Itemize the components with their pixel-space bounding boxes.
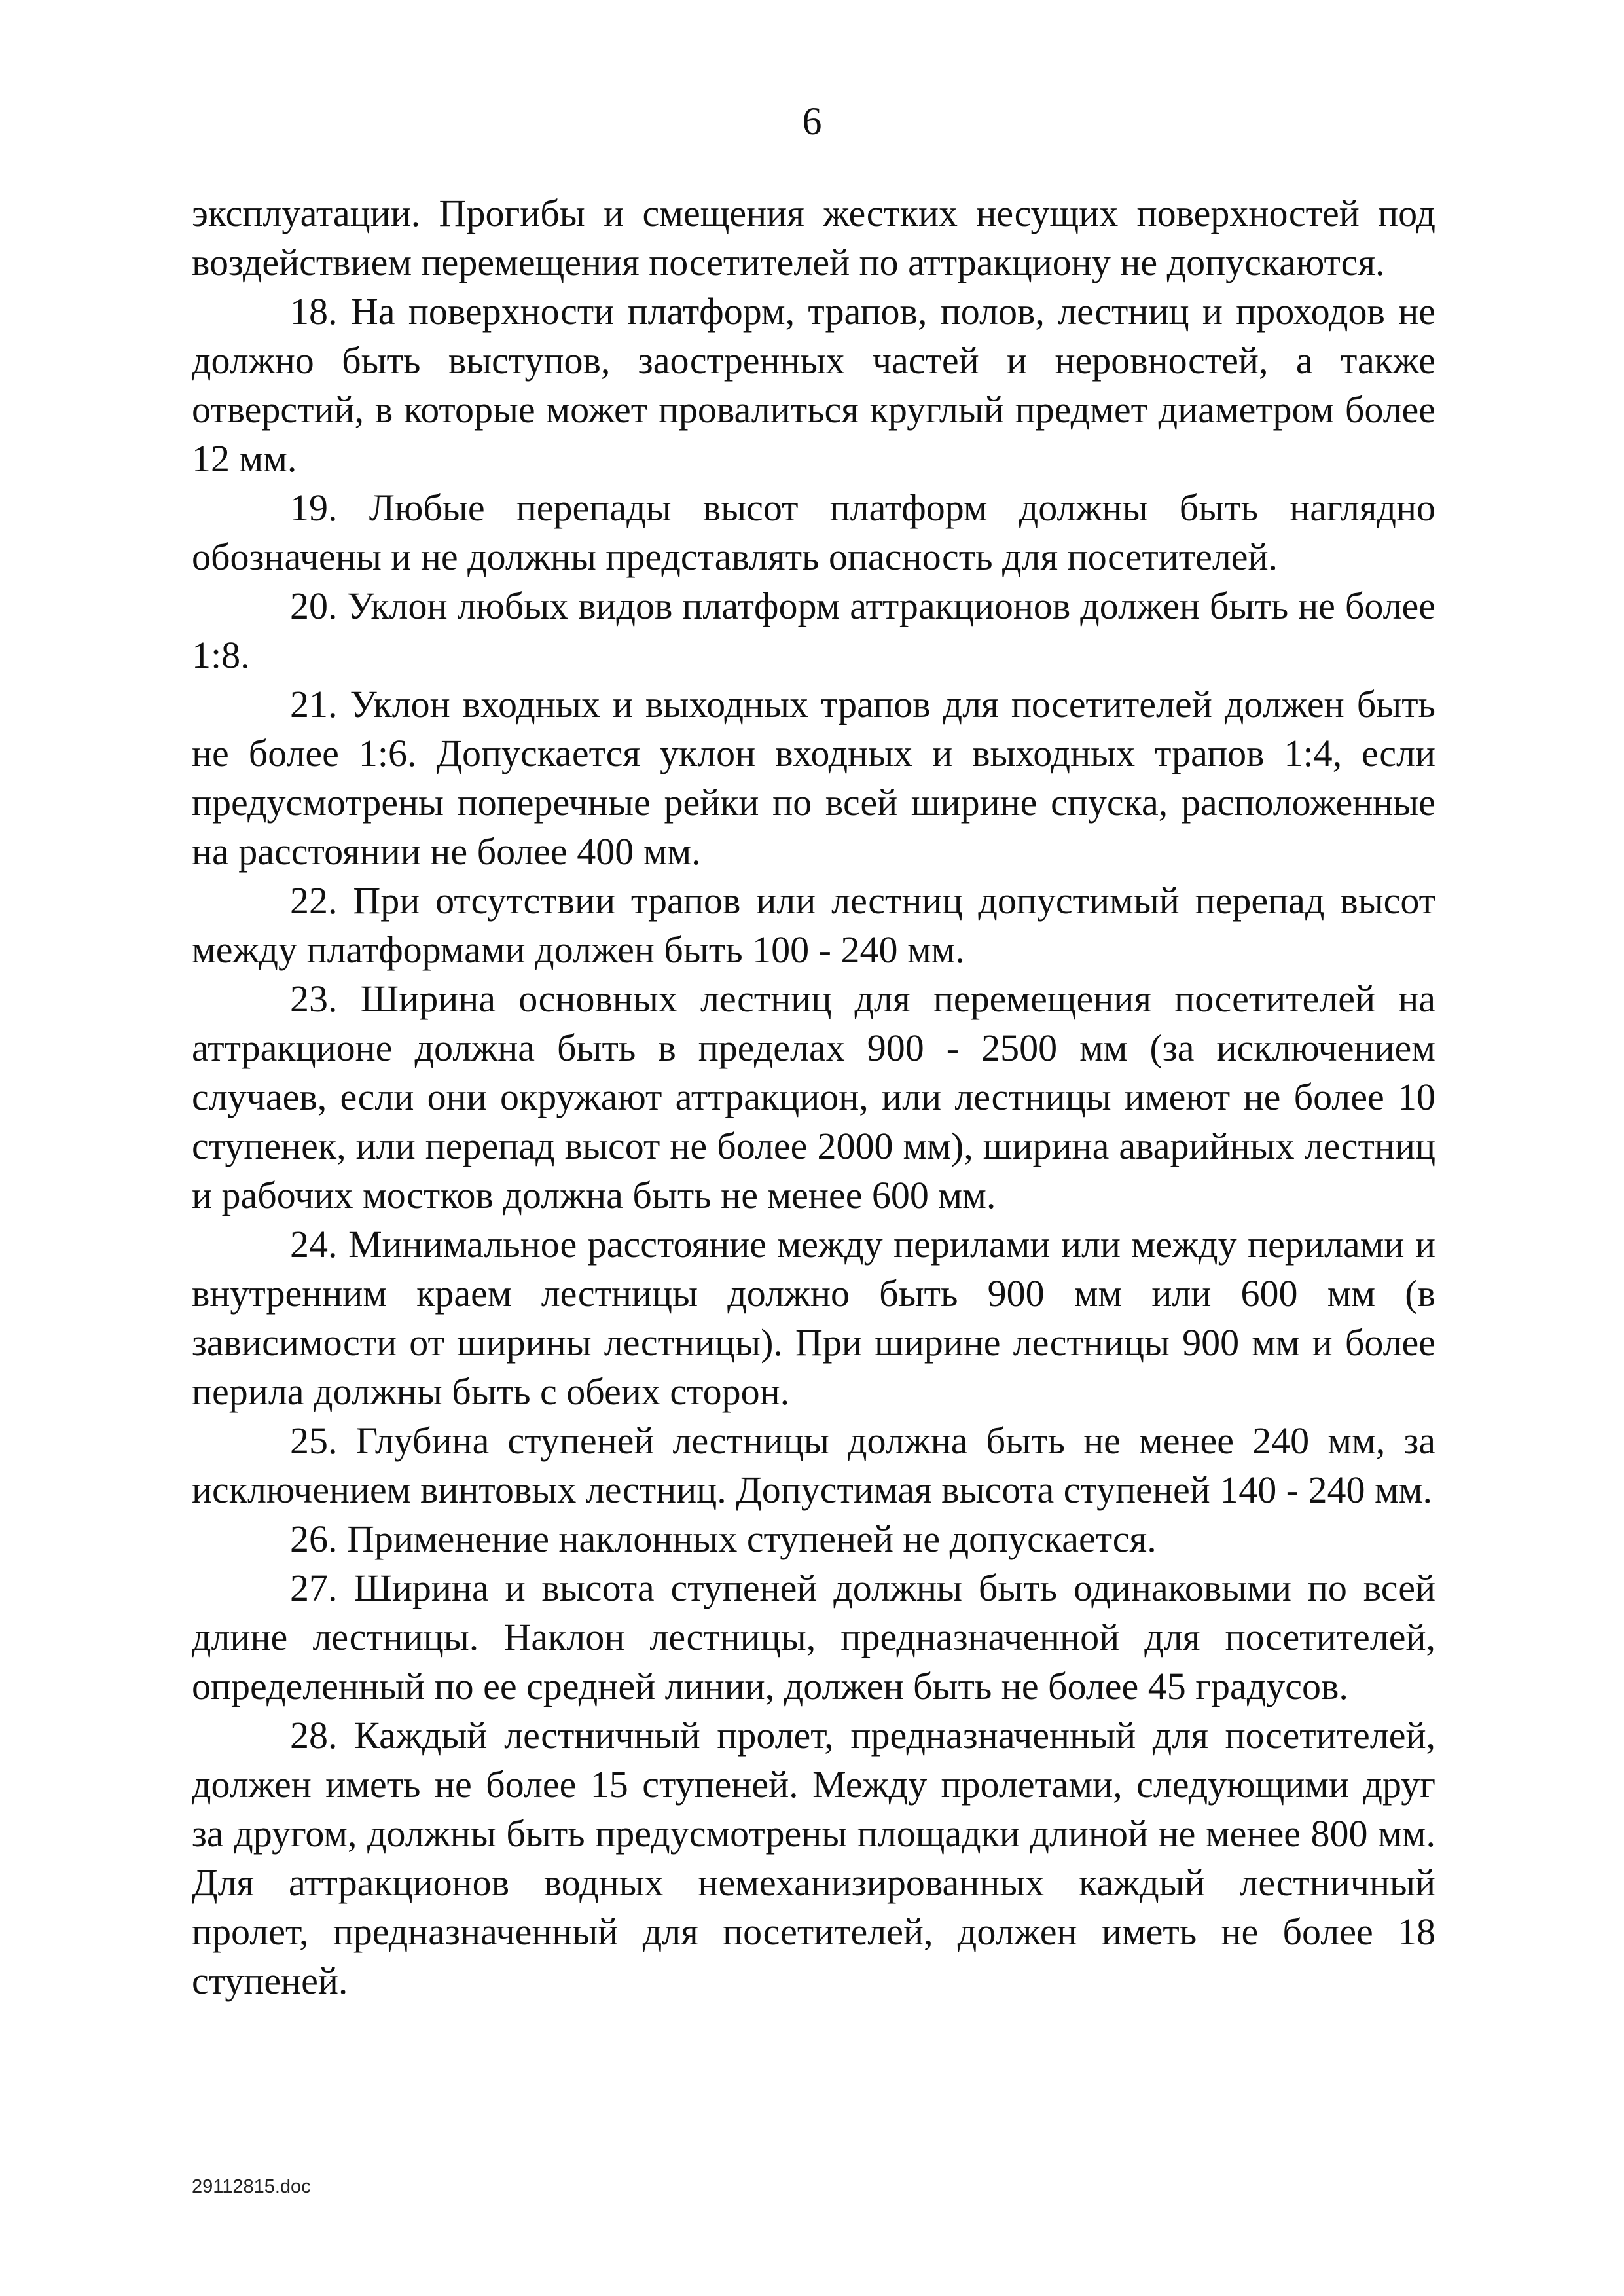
paragraph-item-19: 19. Любые перепады высот платформ должны быть наглядно обозначены и не должны представлять опасность для посетителей.	[192, 486, 1435, 578]
paragraph-item-22: 22. При отсутствии трапов или лестниц допустимый перепад высот между платформами должен быть 100 - 240 мм.	[192, 879, 1435, 971]
paragraph-item-26: 26. Применение наклонных ступеней не допускается.	[290, 1518, 1157, 1560]
paragraph-item-18: 18. На поверхности платформ, трапов, полов, лестниц и проходов не должно быть выступов, заостренных частей и неровностей, а также отверстий, в которые может провалиться круглый предмет диаметром более 12 мм.	[192, 290, 1435, 480]
document-body	[192, 189, 1435, 2005]
paragraph-item-27: 27. Ширина и высота ступеней должны быть одинаковыми по всей длине лестницы. Наклон лестницы, предназначенной для посетителей, определенный по ее средней линии, должен быть не более 45 градусов.	[192, 1567, 1435, 1707]
paragraph-item-20: 20. Уклон любых видов платформ аттракционов должен быть не более 1:8.	[192, 585, 1435, 676]
page-number: 6	[802, 100, 822, 143]
paragraph-continuation: эксплуатации. Прогибы и смещения жестких несущих поверхностей под воздействием перемещения посетителей по аттракциону не допускаются.	[192, 192, 1435, 283]
paragraph-item-25: 25. Глубина ступеней лестницы должна быть не менее 240 мм, за исключением винтовых лестниц. Допустимая высота ступеней 140 - 240 мм.	[192, 1419, 1435, 1511]
paragraph-item-21: 21. Уклон входных и выходных трапов для посетителей должен быть не более 1:6. Допускается уклон входных и выходных трапов 1:4, если предусмотрены поперечные рейки по всей ширине спуска, расположенные на расстоянии не более 400 мм.	[192, 683, 1435, 873]
paragraph-item-28: 28. Каждый лестничный пролет, предназначенный для посетителей, должен иметь не более 15 ступеней. Между пролетами, следующими друг за другом, должны быть предусмотрены площадки длиной не менее 800 мм. Для аттракционов водных немеханизированных каждый лестничный пролет, предназначенный для посетителей, должен иметь не более 18 ступеней.	[192, 1714, 1435, 2002]
footer-filename: 29112815.doc	[192, 2176, 311, 2197]
paragraph-item-23: 23. Ширина основных лестниц для перемещения посетителей на аттракционе должна быть в пределах 900 - 2500 мм (за исключением случаев, если они окружают аттракцион, или лестницы имеют не более 10 ступенек, или перепад высот не более 2000 мм), ширина аварийных лестниц и рабочих мостков должна быть не менее 600 мм.	[192, 977, 1435, 1216]
paragraph-item-24: 24. Минимальное расстояние между перилами или между перилами и внутренним краем лестницы должно быть 900 мм или 600 мм (в зависимости от ширины лестницы). При ширине лестницы 900 мм и более перила должны быть с обеих сторон.	[192, 1223, 1435, 1413]
